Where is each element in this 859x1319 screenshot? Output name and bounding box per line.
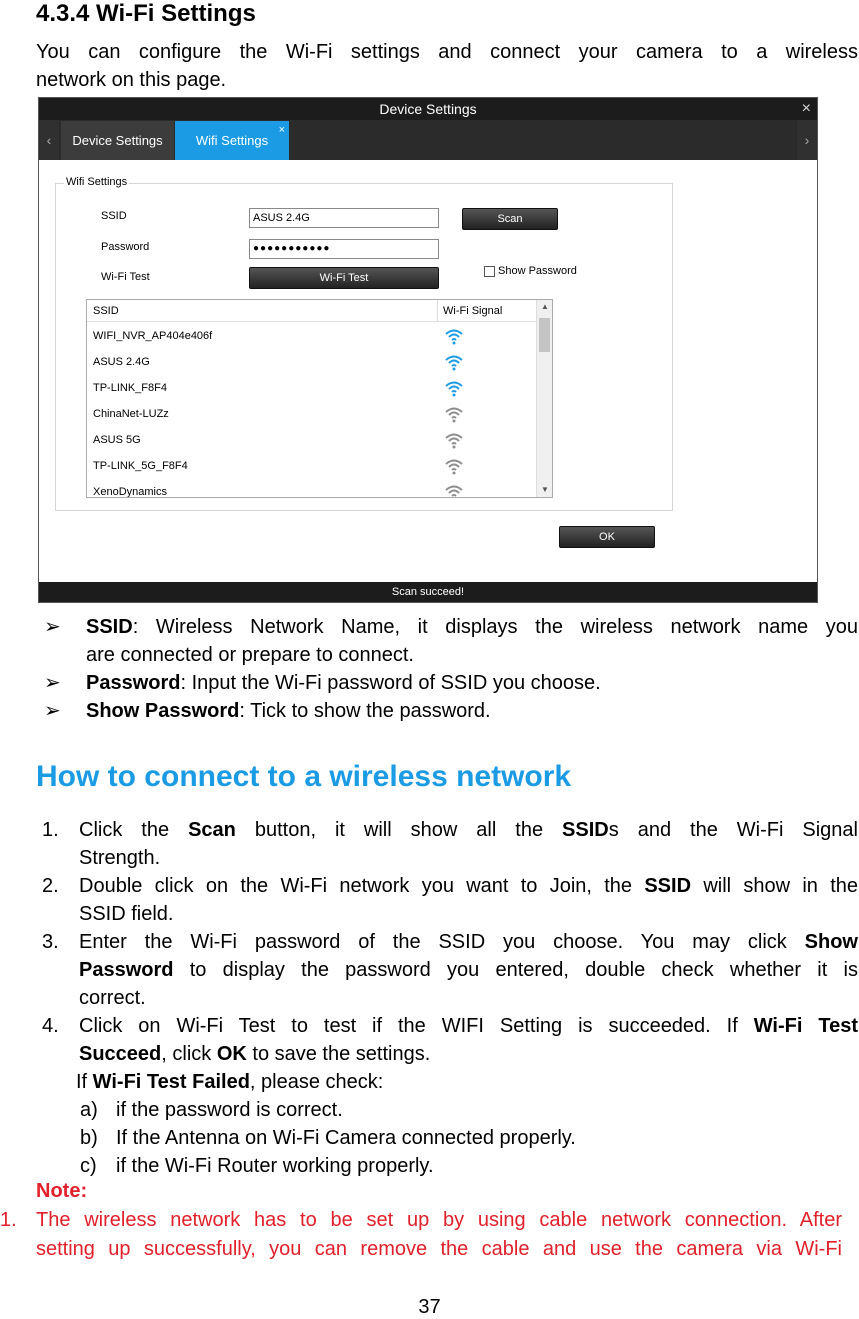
network-ssid: WIFI_NVR_AP404e406f bbox=[93, 330, 213, 342]
table-row[interactable] bbox=[87, 454, 537, 480]
table-row[interactable] bbox=[87, 376, 537, 402]
list-scrollbar[interactable] bbox=[536, 300, 552, 497]
step-bold: Password bbox=[79, 959, 174, 981]
check-item bbox=[42, 1096, 858, 1124]
step-text: Double click on the Wi-Fi network you want to Join, the bbox=[79, 875, 645, 897]
check-item bbox=[42, 1124, 858, 1152]
step-bold: Wi-Fi Test Failed bbox=[92, 1071, 250, 1093]
check-item bbox=[42, 1152, 858, 1180]
intro-line-1: You can configure the Wi-Fi settings and connect your camera to a wireless bbox=[36, 41, 858, 63]
step-text: SSID field. bbox=[79, 903, 174, 925]
bullet-text: : Input the Wi-Fi password of SSID you choose. bbox=[180, 672, 601, 694]
note-heading: Note: bbox=[36, 1180, 88, 1202]
step-3 bbox=[42, 928, 858, 1012]
step-2 bbox=[42, 872, 858, 928]
bullet-text: : Wireless Network Name, it displays the wireless network name you bbox=[132, 616, 858, 638]
step-1 bbox=[42, 816, 858, 872]
check-letter: b) bbox=[80, 1127, 98, 1149]
scan-button[interactable]: Scan bbox=[462, 208, 558, 230]
section-title: 4.3.4 Wi-Fi Settings bbox=[36, 0, 256, 27]
bullet-arrow-icon: ➢ bbox=[44, 700, 61, 722]
step-bold: SSID bbox=[644, 875, 692, 897]
group-label: Wifi Settings bbox=[66, 176, 128, 188]
table-row[interactable] bbox=[87, 350, 537, 376]
step-text: button, it will show all the bbox=[235, 819, 563, 841]
bullet-arrow-icon: ➢ bbox=[44, 616, 61, 638]
intro-line-2: network on this page. bbox=[36, 69, 227, 91]
scroll-thumb[interactable] bbox=[539, 318, 550, 352]
bullet-term: SSID bbox=[86, 616, 133, 638]
step-text: , please check: bbox=[249, 1071, 384, 1093]
scroll-up-icon[interactable]: ▲ bbox=[541, 302, 549, 311]
wifi-test-label: Wi-Fi Test bbox=[101, 271, 150, 283]
bullet-text: : Tick to show the password. bbox=[239, 700, 491, 722]
network-ssid: TP-LINK_5G_F8F4 bbox=[93, 460, 188, 472]
note-text: setting up successfully, you can remove the cable and use the camera via Wi-Fi bbox=[36, 1238, 842, 1260]
status-bar: Scan succeed! bbox=[39, 582, 817, 602]
window-title: Device Settings bbox=[379, 101, 477, 117]
section-heading: How to connect to a wireless network bbox=[36, 760, 572, 793]
step-text: correct. bbox=[79, 987, 146, 1009]
if-failed-line bbox=[42, 1068, 858, 1096]
check-text: If the Antenna on Wi-Fi Camera connected properly. bbox=[116, 1127, 576, 1149]
bullet-ssid bbox=[44, 613, 858, 669]
wifi-signal-icon bbox=[444, 457, 464, 478]
step-bold: Wi-Fi Test bbox=[753, 1015, 858, 1037]
step-bold: Show bbox=[804, 931, 858, 953]
note-text: The wireless network has to be set up by using cable network connection. After bbox=[36, 1209, 842, 1231]
password-input[interactable]: ●●●●●●●●●●● bbox=[249, 239, 439, 259]
wifi-signal-icon bbox=[444, 483, 464, 498]
step-text: If bbox=[76, 1071, 93, 1093]
table-row[interactable] bbox=[87, 324, 537, 350]
tab-wifi-settings-label: Wifi Settings bbox=[195, 133, 269, 148]
step-number: 4. bbox=[42, 1015, 59, 1037]
check-text: if the password is correct. bbox=[116, 1099, 343, 1121]
show-password-label: Show Password bbox=[498, 265, 577, 277]
step-text: to display the password you entered, double check whether it is bbox=[173, 959, 858, 981]
wifi-signal-icon bbox=[444, 327, 464, 348]
note-number: 1. bbox=[0, 1209, 17, 1231]
tab-scroll-right-icon[interactable]: › bbox=[797, 120, 817, 160]
bullet-term: Show Password bbox=[86, 700, 240, 722]
close-icon[interactable]: × bbox=[801, 100, 811, 117]
column-ssid[interactable]: SSID bbox=[93, 305, 119, 317]
step-bold: Succeed bbox=[79, 1043, 162, 1065]
check-letter: a) bbox=[80, 1099, 98, 1121]
wifi-signal-icon bbox=[444, 353, 464, 374]
step-text: Strength. bbox=[79, 847, 161, 869]
tab-wifi-settings[interactable] bbox=[175, 121, 289, 160]
table-row[interactable] bbox=[87, 402, 537, 428]
step-text: Click on Wi-Fi Test to test if the WIFI Setting is succeeded. If bbox=[79, 1015, 754, 1037]
step-number: 1. bbox=[42, 819, 59, 841]
list-header bbox=[87, 300, 537, 322]
ok-button[interactable]: OK bbox=[559, 526, 655, 548]
bullet-text: are connected or prepare to connect. bbox=[86, 644, 414, 666]
step-4 bbox=[42, 1012, 858, 1068]
tab-close-icon[interactable]: × bbox=[278, 124, 285, 136]
bullet-show-password bbox=[44, 697, 858, 725]
bullet-arrow-icon: ➢ bbox=[44, 672, 61, 694]
device-settings-window bbox=[38, 97, 818, 603]
table-row[interactable] bbox=[87, 428, 537, 454]
step-bold: SSID bbox=[562, 819, 609, 841]
step-number: 3. bbox=[42, 931, 59, 953]
tab-scroll-left-icon[interactable]: ‹ bbox=[39, 120, 59, 160]
bullet-term: Password bbox=[86, 672, 181, 694]
step-text: Enter the Wi-Fi password of the SSID you choose. You may click bbox=[79, 931, 805, 953]
step-number: 2. bbox=[42, 875, 59, 897]
bullet-password bbox=[44, 669, 858, 697]
ssid-label: SSID bbox=[101, 210, 127, 222]
wifi-signal-icon bbox=[444, 405, 464, 426]
scroll-down-icon[interactable]: ▼ bbox=[541, 485, 549, 494]
wifi-signal-icon bbox=[444, 431, 464, 452]
tab-bar bbox=[39, 120, 817, 160]
intro-paragraph bbox=[36, 38, 858, 94]
network-list bbox=[86, 299, 553, 498]
network-ssid: ChinaNet-LUZz bbox=[93, 408, 169, 420]
table-row[interactable] bbox=[87, 480, 537, 498]
field-descriptions bbox=[44, 613, 858, 725]
network-ssid: TP-LINK_F8F4 bbox=[93, 382, 167, 394]
step-bold: Scan bbox=[188, 819, 236, 841]
step-text: to save the settings. bbox=[246, 1043, 431, 1065]
check-text: if the Wi-Fi Router working properly. bbox=[116, 1155, 434, 1177]
tab-device-settings[interactable]: Device Settings bbox=[61, 121, 174, 160]
column-divider bbox=[437, 300, 438, 322]
step-bold: OK bbox=[216, 1043, 247, 1065]
wifi-test-button[interactable]: Wi-Fi Test bbox=[249, 267, 439, 289]
settings-content bbox=[39, 160, 817, 584]
connect-steps bbox=[42, 816, 858, 1180]
password-label: Password bbox=[101, 241, 150, 253]
step-text: Click the bbox=[79, 819, 189, 841]
check-letter: c) bbox=[80, 1155, 97, 1177]
step-text: s and the Wi-Fi Signal bbox=[608, 819, 858, 841]
step-text: , click bbox=[161, 1043, 217, 1065]
page-number: 37 bbox=[418, 1296, 441, 1318]
column-wifi-signal[interactable]: Wi-Fi Signal bbox=[443, 305, 503, 317]
wifi-signal-icon bbox=[444, 379, 464, 400]
ssid-input[interactable]: ASUS 2.4G bbox=[249, 208, 439, 228]
network-ssid: ASUS 2.4G bbox=[93, 356, 150, 368]
network-ssid: ASUS 5G bbox=[93, 434, 141, 446]
network-ssid: XenoDynamics bbox=[93, 486, 167, 498]
show-password-checkbox[interactable] bbox=[484, 266, 495, 277]
step-text: will show in the bbox=[691, 875, 859, 897]
note-item bbox=[0, 1206, 842, 1264]
